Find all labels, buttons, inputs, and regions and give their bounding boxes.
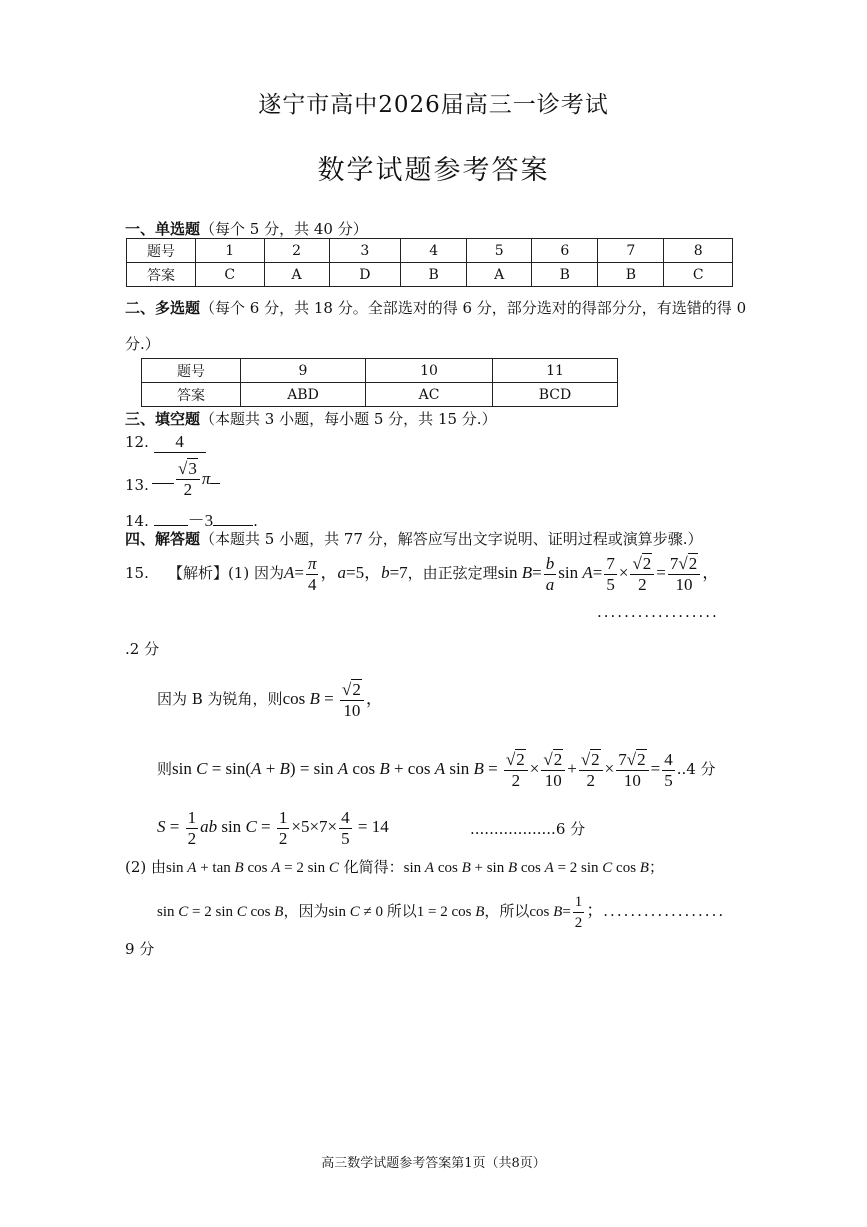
answer-cell: A xyxy=(264,263,329,287)
score-9: 9 分 xyxy=(125,940,155,958)
page-footer: 高三数学试题参考答案第1页（共8页） xyxy=(321,1156,546,1171)
q13-answer: $\frac{√3}{2}$ π xyxy=(152,453,220,500)
q12-line xyxy=(125,432,206,453)
question-number: 5 xyxy=(467,239,532,263)
answer-cell: BCD xyxy=(493,383,618,407)
q14-label: 14. xyxy=(125,512,149,530)
section4-note: （本题共 5 小题，共 77 分，解答应写出文字说明、证明过程或演算步骤.） xyxy=(200,530,703,548)
answer-cell: D xyxy=(329,263,401,287)
answer-cell: A xyxy=(467,263,532,287)
table-row xyxy=(142,359,618,383)
row-label: 答案 xyxy=(142,383,241,407)
cosB-line: 因为 B 为锐角，则cos B = $\frac{√2}{10}$ ， xyxy=(157,679,383,720)
section1-note: （每个 5 分，共 40 分） xyxy=(200,220,368,238)
multi-choice-table xyxy=(141,358,618,407)
cosB-half-line: sin C = 2 sin C cos B，因为sin C ≠ 0 所以1 = 2 cos B，所以cos B= $\frac{1}{2}$ ；.................. xyxy=(157,893,726,931)
q13-label: 13. xyxy=(125,476,149,494)
answer-key-title: 数学试题参考答案 xyxy=(317,155,550,186)
question-number: 3 xyxy=(329,239,401,263)
score-dots: .................. xyxy=(597,603,719,621)
table-row xyxy=(142,383,618,407)
part2-line: (2) 由sin A + tan B cos A = 2 sin C 化简得：sin A cos B + sin B cos A = 2 sin C cos B； xyxy=(125,858,664,876)
question-number: 10 xyxy=(366,359,493,383)
area-line: S = $\frac{1}{2}$ ab sin C = $\frac{1}{2}$ ×5×7× $\frac{4}{5}$ = 14 xyxy=(157,807,389,848)
table-row xyxy=(127,239,733,263)
row-label: 题号 xyxy=(127,239,196,263)
answer-cell: B xyxy=(532,263,598,287)
q15-tag: 【解析】(1) 因为 xyxy=(167,564,284,582)
score-6: ..................6 分 xyxy=(470,820,586,838)
question-number: 11 xyxy=(493,359,618,383)
section2-note: （每个 6 分，共 18 分。全部选对的得 6 分，部分选对的得部分分，有选错的得 0 xyxy=(200,299,747,317)
score-2: .2 分 xyxy=(125,640,160,658)
q12-answer: 4 xyxy=(154,432,206,453)
question-number: 8 xyxy=(664,239,733,263)
question-number: 9 xyxy=(241,359,366,383)
single-choice-table xyxy=(126,238,733,287)
q14-line: 14. －3 . xyxy=(125,511,258,530)
q14-answer: －3 xyxy=(187,511,214,530)
section4-heading-line xyxy=(125,528,703,549)
section2-note-continued: 分.） xyxy=(125,335,160,353)
exam-title: 遂宁市高中2026届高三一诊考试 xyxy=(258,92,609,118)
table-row xyxy=(127,263,733,287)
section2-heading: 二、多选题 xyxy=(125,299,201,317)
answer-cell: B xyxy=(598,263,664,287)
question-number: 7 xyxy=(598,239,664,263)
section1-heading-line xyxy=(125,218,368,239)
question-number: 1 xyxy=(196,239,265,263)
section3-heading: 三、填空题 xyxy=(125,410,201,428)
section3-heading-line xyxy=(125,408,497,429)
answer-cell: AC xyxy=(366,383,493,407)
row-label: 题号 xyxy=(142,359,241,383)
question-number: 6 xyxy=(532,239,598,263)
sinC-line: 则sin C = sin(A + B) = sin A cos B + cos A sin B = $\frac{√2}{2}$ × $\frac{√2}{10}$ + $\frac{√2}{2}$ × $\frac{7√2}{10}$ = $\frac{4}{5}$ ..4 分 xyxy=(157,749,716,790)
question-number: 4 xyxy=(401,239,467,263)
blank-line xyxy=(210,453,220,484)
section4-heading: 四、解答题 xyxy=(125,530,201,548)
answer-cell: B xyxy=(401,263,467,287)
section2-heading-line xyxy=(125,297,746,318)
answer-cell: ABD xyxy=(241,383,366,407)
q12-label: 12. xyxy=(125,433,149,451)
question-number: 2 xyxy=(264,239,329,263)
q15-label: 15. xyxy=(125,564,149,582)
answer-cell: C xyxy=(664,263,733,287)
section1-heading: 一、单选题 xyxy=(125,220,201,238)
q15-part1-line: 15. 【解析】(1) 因为A= $\frac{\pi}{4}$ ，a=5，b=7，由正弦定理sin B= $\frac{b}{a}$ sin A= $\frac{7}{5}$ × $\frac{√2}{2}$ = $\frac{7√2}{10}$ ， xyxy=(125,553,720,594)
blank-line xyxy=(152,453,174,484)
answer-cell: C xyxy=(196,263,265,287)
row-label: 答案 xyxy=(127,263,196,287)
section3-note: （本题共 3 小题，每小题 5 分，共 15 分.） xyxy=(200,410,497,428)
fraction: $\frac{√3}{2}$ xyxy=(176,459,200,500)
